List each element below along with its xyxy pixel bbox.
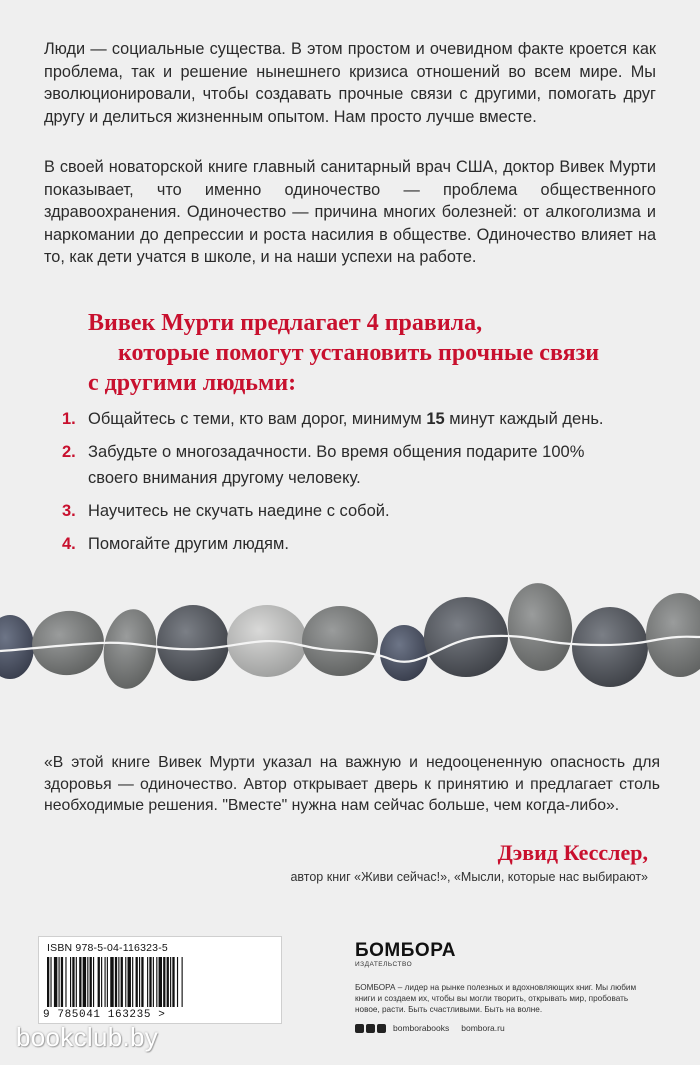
review-quote: «В этой книге Вивек Мурти указал на важную и недооцененную опасность для здоровья — одиночество. Автор открывает дверь к принятию и предлагает столь необходимые решения. "Вместе" нужна нам сейчас больше, чем когда-либо».: [44, 754, 660, 814]
barcode-bar: [172, 957, 174, 1007]
barcode-bar: [136, 957, 138, 1007]
barcode-bar: [163, 957, 165, 1007]
vk-icon: [366, 1024, 375, 1033]
rule-item: [62, 531, 622, 557]
barcode-bar: [149, 957, 151, 1007]
intro-paragraph-2: В своей новаторской книге главный санитарный врач США, доктор Вивек Мурти показывает, что именно одиночество — проблема общественного здравоохранения. Одиночество — причина многих болезней: от алкоголизма и наркомании до депрессии и роста насилия в обществе. Одиночество влияет на то, как дети учатся в школе, и на наши успехи на работе.: [44, 158, 656, 266]
barcode-bar: [87, 957, 88, 1007]
rule-text: Научитесь не скучать наедине с собой.: [88, 502, 390, 520]
stone-7: [380, 625, 428, 681]
barcode-bar: [177, 957, 178, 1007]
barcode-bar: [72, 957, 74, 1007]
watermark: bookclub.by: [16, 1022, 159, 1052]
rule-number: 1.: [62, 410, 76, 428]
barcode-bar: [61, 957, 63, 1007]
barcode-bar: [182, 957, 183, 1007]
stone-10: [572, 607, 648, 687]
barcode-bar: [76, 957, 77, 1007]
publisher-block: [355, 940, 665, 1033]
rules-headline: [88, 308, 648, 398]
publisher-site: bombora.ru: [461, 1023, 505, 1033]
quote-author-description: автор книг «Живи сейчас!», «Мысли, которые нас выбирают»: [290, 870, 648, 884]
barcode-bar: [59, 957, 60, 1007]
barcode-bar: [98, 957, 100, 1007]
barcode-bar: [121, 957, 123, 1007]
barcode-bar: [50, 957, 51, 1007]
barcode-bar: [65, 957, 66, 1007]
barcode-bar: [132, 957, 133, 1007]
facebook-icon: [355, 1024, 364, 1033]
barcode-bar: [54, 957, 57, 1007]
barcode-block: [38, 936, 282, 1024]
rule-text: Забудьте о многозадачности. Во время общения подарите 100% своего внимания другому человеку.: [88, 443, 585, 487]
barcode-bar: [79, 957, 81, 1007]
barcode-bar: [159, 957, 162, 1007]
barcode-bar: [147, 957, 148, 1007]
stone-6: [302, 606, 378, 676]
barcode-digits: 9 785041 163235 >: [43, 1009, 166, 1021]
barcode-bar: [167, 957, 169, 1007]
barcode-bar: [107, 957, 108, 1007]
barcode-bar: [47, 957, 49, 1007]
rule-number: 3.: [62, 502, 76, 520]
publisher-logo: БОМБОРА: [355, 940, 456, 961]
publisher-description: БОМБОРА – лидер на рынке полезных и вдохновляющих книг. Мы любим книги и создаем их, чтобы вы могли творить, открывать мир, пробовать новое, расти. Быть счастливыми. Быть на волне.: [355, 983, 637, 1014]
intro-paragraph-1: Люди — социальные существа. В этом простом и очевидном факте кроется как проблема, так и решение нынешнего кризиса отношений во всем мире. Мы эволюционировали, чтобы создавать прочные связи с другими, помогать друг другу и делиться жизненным опытом. Нам просто лучше вместе.: [44, 40, 656, 126]
headline-line-3: с другими людьми:: [88, 370, 297, 396]
publisher-subtitle: ИЗДАТЕЛЬСТВО: [355, 961, 413, 968]
barcode-bar: [170, 957, 171, 1007]
headline-line-1: Вивек Мурти предлагает 4 правила,: [88, 310, 483, 336]
barcode-bar: [105, 957, 106, 1007]
rule-item: [62, 406, 622, 432]
barcode-bar: [128, 957, 131, 1007]
barcode-bar: [83, 957, 86, 1007]
publisher-links: [355, 1023, 665, 1033]
rule-text-part: минут каждый день.: [444, 410, 604, 428]
barcode-bar: [90, 957, 92, 1007]
headline-line-2: которые помогут установить прочные связи: [118, 340, 600, 366]
stone-1: [0, 615, 34, 679]
barcode-bar: [141, 957, 143, 1007]
barcode-bar: [115, 957, 117, 1007]
isbn-text: ISBN 978-5-04-116323-5: [47, 942, 168, 954]
stone-11: [646, 593, 700, 677]
barcode-bar: [125, 957, 126, 1007]
stones-illustration: [0, 575, 700, 705]
barcode-bar: [139, 957, 140, 1007]
stone-9: [504, 580, 577, 674]
rule-item: [62, 439, 622, 491]
publisher-handle: bomborabooks: [393, 1023, 450, 1033]
barcode-bar: [70, 957, 71, 1007]
rule-text: [88, 406, 622, 432]
barcode-bar: [156, 957, 157, 1007]
stone-3: [99, 606, 162, 692]
barcode-bar: [93, 957, 94, 1007]
barcode-bar: [118, 957, 119, 1007]
rule-text-bold: 15: [426, 410, 445, 428]
barcode-icon: [45, 957, 277, 1011]
quote-author: Дэвид Кесслер,: [497, 840, 648, 865]
barcode-bar: [110, 957, 113, 1007]
barcode-bar: [153, 957, 154, 1007]
rule-number: 2.: [62, 443, 76, 461]
rule-item: [62, 498, 622, 524]
rule-text: Помогайте другим людям.: [88, 535, 289, 553]
rules-list: [62, 406, 622, 564]
rule-number: 4.: [62, 535, 76, 553]
rule-text-part: Общайтесь с теми, кто вам дорог, минимум: [88, 410, 427, 428]
stone-4: [157, 605, 229, 681]
instagram-icon: [377, 1024, 386, 1033]
barcode-bar: [101, 957, 102, 1007]
